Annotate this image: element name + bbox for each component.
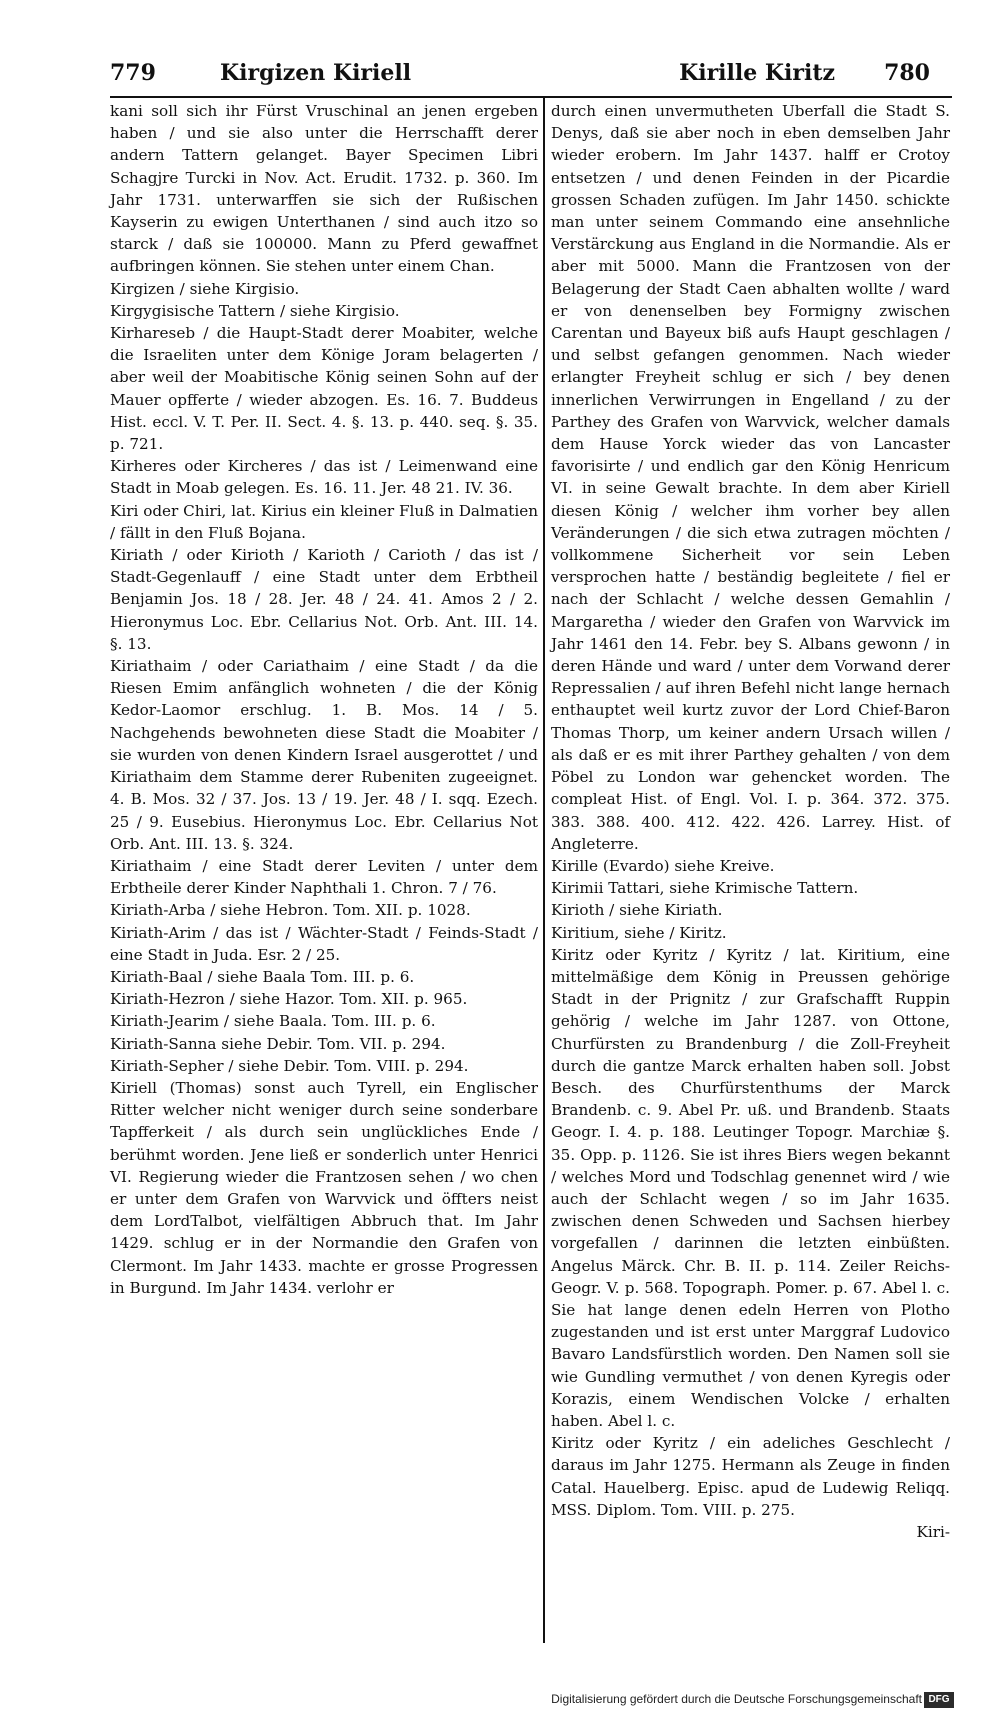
entry-paragraph: Kirille (Evardo) siehe Kreive.	[551, 856, 775, 875]
entry-paragraph: Kiriath-Sanna siehe Debir. Tom. VII. p. 294.	[110, 1034, 446, 1053]
entry-paragraph: Kiriath / oder Kirioth / Karioth / Carioth / das ist / Stadt-Gegenlauff / eine Stadt unter dem Erbtheil Benjamin Jos. 18 / 28. Jer. 48 / 24. 41. Amos 2 / 2. Hieronymus Loc. Ebr. Cellarius Not. Orb. Ant. III. 14. §. 13.	[110, 546, 538, 653]
left-column	[110, 100, 538, 1299]
entry-paragraph: Kiriath-Sepher / siehe Debir. Tom. VIII. p. 294.	[110, 1056, 469, 1075]
entry-paragraph: Kiri oder Chiri, lat. Kirius ein kleiner Fluß in Dalmatien / fällt in den Fluß Bojana.	[110, 501, 538, 542]
entry-paragraph: Kiritz oder Kyritz / Kyritz / lat. Kiritium, eine mittelmäßige dem König in Preussen gehörige Stadt in der Prignitz / zur Grafschafft Ruppin gehörig / welche im Jahr 1287. von Ottone, Churfürsten zu Brandenburg / die Zoll-Freyheit durch die gantze Marck erhalten haben soll. Jobst Besch. des Churfürstenthums der Marck Brandenb. c. 9. Abel Pr. uß. und Brandenb. Staats Geogr. I. 4. p. 188. Leutinger Topogr. Marchiæ §. 35. Opp. p. 1126. Sie ist ihres Biers wegen bekannt / welches Mord und Todschlag genennet wird / wie auch der Schlacht wegen / so im Jahr 1635. zwischen denen Schweden und Sachsen hierbey vorgefallen / darinnen die letzten einbüßten. Angelus Märck. Chr. B. II. p. 114. Zeiler Reichs-Geogr. V. p. 568. Topograph. Pomer. p. 67. Abel l. c. Sie hat lange denen edeln Herren von Plotho zugestanden und ist erst unter Marggraf Ludovico Bavaro Landsfürstlich worden. Den Namen soll sie wie Gundling vermuthet / von denen Kyregis oder Korazis, einem Wendischen Volcke / erhalten haben. Abel l. c.	[551, 945, 950, 1430]
catchword-right: Kirille Kiritz	[679, 60, 835, 86]
entry-paragraph: Kirheres oder Kircheres / das ist / Leimenwand eine Stadt in Moab gelegen. Es. 16. 11. Jer. 48 21. IV. 36.	[110, 457, 538, 498]
entry-paragraph: Kiriell (Thomas) sonst auch Tyrell, ein Englischer Ritter welcher nicht weniger durch seine sonderbare Tapfferkeit / als durch sein unglückliches Ende / berühmt worden. Jene ließ er sonderlich unter Henrici VI. Regierung wieder die Frantzosen sehen / wo chen er unter dem Grafen von Warvvick und öffters neist dem LordTalbot, vielfältigen Abbruch that. Im Jahr 1429. schlug er in der Normandie den Grafen von Clermont. Im Jahr 1433. machte er grosse Progressen in Burgund. Im Jahr 1434. verlohr er	[110, 1078, 538, 1297]
digitization-credit: Digitalisierung gefördert durch die Deutsche Forschungsgemeinschaft	[551, 1692, 922, 1706]
right-column	[551, 100, 950, 1543]
header-rule	[110, 96, 952, 98]
entry-paragraph: Kirgygisische Tattern / siehe Kirgisio.	[110, 301, 400, 320]
entry-paragraph: Kiriath-Hezron / siehe Hazor. Tom. XII. p. 965.	[110, 990, 468, 1009]
entry-paragraph: Kiritz oder Kyritz / ein adeliches Geschlecht / daraus im Jahr 1275. Hermann als Zeuge in finden Catal. Hauelberg. Episc. apud de Ludewig Reliqq. MSS. Diplom. Tom. VIII. p. 275.	[551, 1434, 950, 1519]
running-header	[110, 60, 930, 94]
entry-paragraph: Kiriath-Baal / siehe Baala Tom. III. p. 6.	[110, 967, 415, 986]
entry-paragraph: Kirgizen / siehe Kirgisio.	[110, 279, 300, 298]
entry-paragraph: Kirhareseb / die Haupt-Stadt derer Moabiter, welche die Israeliten unter dem Könige Joram belagerten / aber weil der Moabitische König seinen Sohn auf der Mauer opfferte / wieder abzogen. Es. 16. 7. Buddeus Hist. eccl. V. T. Per. II. Sect. 4. §. 13. p. 440. seq. §. 35. p. 721.	[110, 324, 538, 454]
entry-paragraph: Kirimii Tattari, siehe Krimische Tattern.	[551, 879, 859, 898]
entry-paragraph: Kirioth / siehe Kiriath.	[551, 901, 723, 920]
dfg-logo: DFG	[924, 1692, 954, 1708]
column-divider	[543, 98, 545, 1643]
entry-paragraph: Kiriath-Jearim / siehe Baala. Tom. III. p. 6.	[110, 1012, 436, 1031]
entry-paragraph: Kiriath-Arba / siehe Hebron. Tom. XII. p. 1028.	[110, 901, 471, 920]
entry-paragraph: kani soll sich ihr Fürst Vruschinal an jenen ergeben haben / und sie also unter die Herrschafft derer andern Tattern gelanget. Bayer Specimen Libri Schagjre Turcki in Nov. Act. Erudit. 1732. p. 360. Im Jahr 1731. unterwarffen sie sich der Rußischen Kayserin zu ewigen Unterthanen / sind auch itzo so starck / daß sie 100000. Mann zu Pferd gewaffnet aufbringen können. Sie stehen unter einem Chan.	[110, 102, 538, 276]
page-number-right: 780	[884, 60, 930, 86]
entry-paragraph: Kiriathaim / oder Cariathaim / eine Stadt / da die Riesen Emim anfänglich wohneten / die der König Kedor-Laomor erschlug. 1. B. Mos. 14 / 5. Nachgehends bewohneten diese Stadt die Moabiter / sie wurden von denen Kindern Israel ausgerottet / und Kiriathaim dem Stamme derer Rubeniten zugeeignet. 4. B. Mos. 32 / 37. Jos. 13 / 19. Jer. 48 / I. sqq. Ezech. 25 / 9. Eusebius. Hieronymus Loc. Ebr. Cellarius Not Orb. Ant. III. 13. §. 324.	[110, 657, 538, 853]
catchword-bottom: Kiri-	[916, 1523, 950, 1541]
entry-paragraph: durch einen unvermutheten Uberfall die Stadt S. Denys, daß sie aber noch in eben demselben Jahr wieder erobern. Im Jahr 1437. halff er Crotoy entsetzen / und denen Feinden in der Picardie grossen Schaden zufügen. Im Jahr 1450. schickte man unter seinem Commando eine ansehnliche Verstärckung aus England in die Normandie. Als er aber mit 5000. Mann die Frantzosen von der Belagerung der Stadt Caen abhalten wollte / ward er von denenselben bey Formigny zwischen Carentan und Bayeux biß aufs Haupt geschlagen / und selbst gefangen genommen. Nach wieder erlangter Freyheit schlug er sich / bey denen innerlichen Verwirrungen in Engelland / zu der Parthey des Grafen von Warvvick, welcher damals dem Hause Yorck wieder das von Lancaster favorisirte / und endlich gar den König Henricum VI. in seine Gewalt brachte. In dem aber Kiriell diesen König / welcher ihm vorher bey allen Veränderungen / die sich etwa zutragen möchten / vollkommene Sicherheit vor sein Leben versprochen hatte / beständig begleitete / fiel er nach der Schlacht / welche dessen Gemahlin / Margaretha / wieder den Grafen von Warvvick im Jahr 1461 den 14. Febr. bey S. Albans gewonn / in deren Hände und ward / unter dem Vorwand derer Repressalien / auf ihren Befehl nicht lange hernach enthauptet weil kurtz zuvor der Lord Chief-Baron Thomas Thorp, um keiner andern Ursach willen / als daß er es mit ihrer Parthey gehalten / von dem Pöbel zu London war gehencket worden. The compleat Hist. of Engl. Vol. I. p. 364. 372. 375. 383. 388. 400. 412. 422. 426. Larrey. Hist. of Angleterre.	[551, 102, 950, 853]
entry-paragraph: Kiriath-Arim / das ist / Wächter-Stadt / Feinds-Stadt / eine Stadt in Juda. Esr. 2 / 25.	[110, 923, 538, 964]
catchword-left: Kirgizen Kiriell	[220, 60, 412, 86]
entry-paragraph: Kiriathaim / eine Stadt derer Leviten / unter dem Erbtheile derer Kinder Naphthali 1. Chron. 7 / 76.	[110, 856, 538, 898]
page-number-left: 779	[110, 60, 156, 86]
entry-paragraph: Kiritium, siehe / Kiritz.	[551, 923, 727, 942]
